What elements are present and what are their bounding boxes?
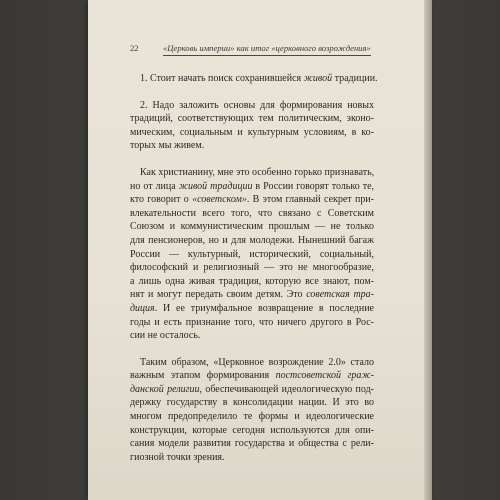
text-run: философский и религиозный — это не многообразие, (130, 262, 374, 274)
text-run: сии не осталось. (130, 330, 201, 342)
text-run: важным этапом формирования (130, 370, 276, 382)
paragraph (130, 72, 378, 86)
text-line (130, 261, 374, 275)
text-run: . В этом главный секрет при- (246, 194, 374, 206)
text-line (130, 329, 374, 343)
text-line (130, 220, 374, 234)
text-line (130, 356, 374, 370)
text-run: мическим, социальным и культурным условиям, в ко- (130, 126, 374, 138)
text-line (130, 316, 374, 330)
text-run: традиций, соответствующих тем политическим, эконо- (130, 113, 374, 125)
text-run: держку государству в консолидации нации. И это во (130, 397, 374, 409)
text-run: но от лица (130, 180, 179, 192)
text-run: влекательности всего того, что связано с Советским (130, 207, 374, 219)
text-run: России — культурный, исторический, социальный, (130, 248, 374, 260)
text-line (130, 166, 374, 180)
text-line (130, 437, 374, 451)
text-run: нят и могут передать своим детям. Это (130, 289, 307, 301)
paragraph (130, 356, 374, 465)
italic-phrase: советская тра- (306, 289, 374, 301)
text-run: для пенсионеров, но и для молодежи. Нынешний багаж (130, 234, 374, 246)
text-line (130, 234, 374, 248)
paragraph-gap (130, 153, 374, 166)
text-run: конструкции, которые сегодня используются для опи- (130, 424, 374, 436)
text-run: Таким образом, «Церковное возрождение 2.0» стало (140, 356, 374, 368)
text-run: традиции. (332, 73, 378, 84)
text-line (130, 302, 374, 316)
text-run: в России говорят только те, (252, 180, 375, 192)
paragraph-gap (130, 343, 374, 356)
text-line (130, 126, 374, 140)
italic-phrase: живой (303, 73, 333, 84)
body-text (130, 72, 378, 464)
paragraph (130, 99, 374, 153)
paragraph (130, 166, 374, 343)
text-line (130, 248, 374, 262)
text-line (130, 193, 374, 207)
text-line (130, 383, 374, 397)
text-run: гиозной точки зрения. (130, 451, 225, 463)
text-line (130, 275, 374, 289)
text-run: 2. Надо заложить основы для формирования новых (140, 99, 374, 111)
text-line (130, 396, 374, 410)
paragraph-gap (130, 86, 374, 99)
text-run: Как христианину, мне это особенно горько признавать, (140, 166, 375, 178)
italic-phrase: диция (130, 302, 155, 314)
text-run: 1. Стоит начать поиск сохранившейся (140, 73, 304, 84)
text-line (130, 72, 378, 86)
text-line (130, 207, 374, 221)
text-run: торых мы живем. (130, 140, 205, 152)
text-line (130, 112, 374, 126)
text-line (130, 410, 374, 424)
text-run: многом предопределило те формы и идеологические (130, 411, 374, 423)
text-run: а лишь одна живая традиция, которую все знают, пом- (130, 275, 374, 287)
text-run: Союзом и коммунистическим прошлым — не только (130, 221, 374, 233)
page-number: 22 (130, 43, 139, 53)
italic-phrase: данской религии (130, 383, 200, 395)
text-run: сания модели развития государства и общества с рели- (130, 438, 374, 450)
italic-phrase: «советском» (192, 194, 247, 206)
page-edge (424, 0, 432, 500)
running-title: «Церковь империи» как итог «церковного возрождения» (163, 43, 371, 56)
italic-phrase: живой традиции (178, 180, 253, 192)
text-line (130, 369, 374, 383)
italic-phrase: постсоветской граж- (275, 370, 374, 382)
text-run: годы и есть признание того, что ничего другого в Рос- (130, 316, 374, 328)
text-line (130, 451, 374, 465)
text-run: . И ее триумфальное возвращение в последние (154, 302, 374, 314)
text-line (130, 424, 374, 438)
text-line (130, 288, 374, 302)
text-line (130, 139, 374, 153)
text-line (130, 180, 374, 194)
text-line (130, 99, 374, 113)
text-run: , обеспечивающей идеологическую под- (199, 383, 374, 395)
text-run: кто говорит о (130, 194, 193, 206)
